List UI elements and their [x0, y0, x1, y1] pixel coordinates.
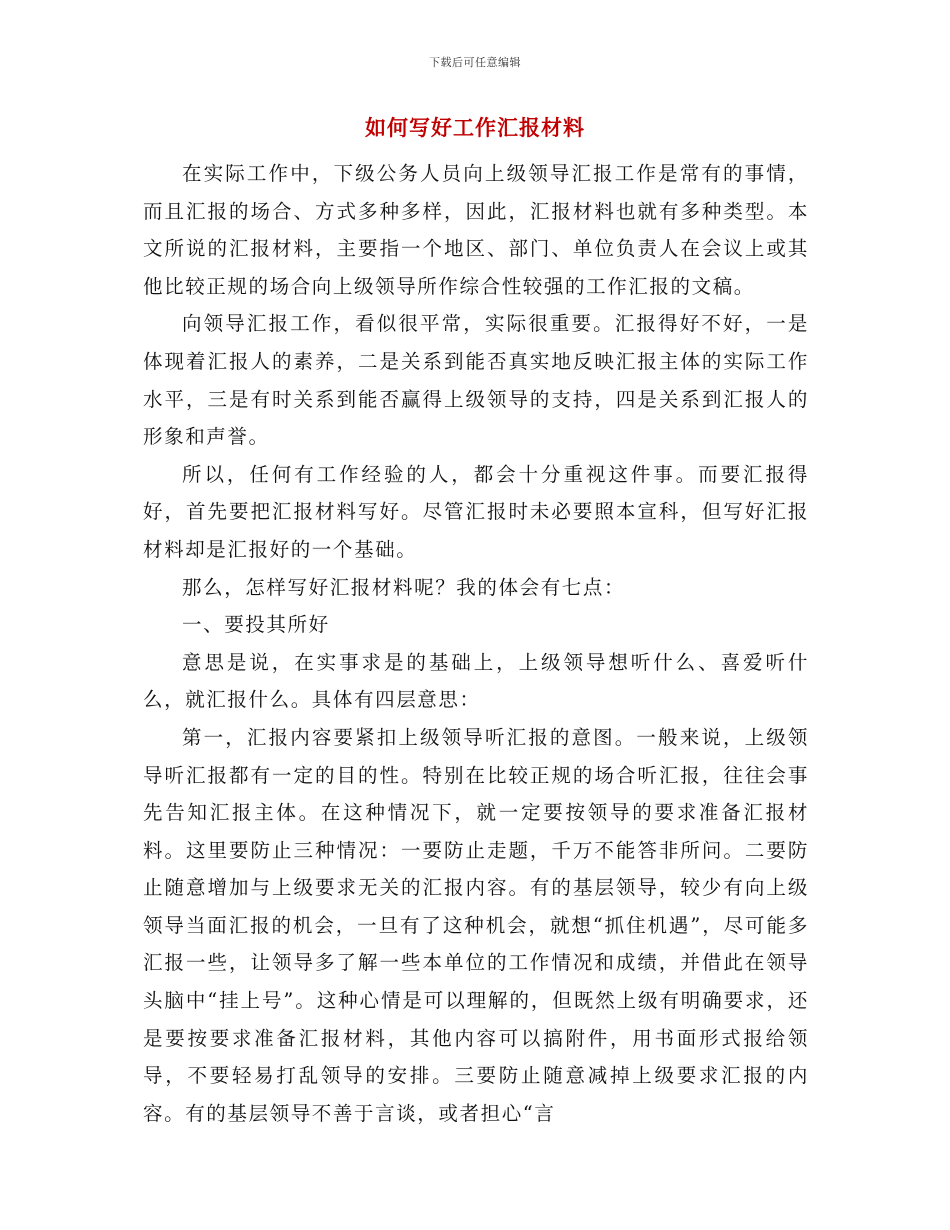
section-heading: 一、要投其所好 — [182, 613, 330, 637]
header-note: 下载后可任意编辑 — [429, 56, 521, 69]
paragraph: 意思是说，在实事求是的基础上，上级领导想听什么、喜爱听什么，就汇报什么。具体有四层意思： — [143, 650, 809, 712]
paragraph: 第一，汇报内容要紧扣上级领导听汇报的意图。一般来说，上级领导听汇报都有一定的目的性。特别在比较正规的场合听汇报，往往会事先告知汇报主体。在这种情况下，就一定要按领导的要求准备汇报材料。这里要防止三种情况：一要防止走题，千万不能答非所问。二要防止随意增加与上级要求无关的汇报内容。有的基层领导，较少有向上级领导当面汇报的机会，一旦有了这种机会，就想“抓住机遇”，尽可能多汇报一些，让领导多了解一些本单位的工作情况和成绩，并借此在领导头脑中“挂上号”。这种心情是可以理解的，但既然上级有明确要求，还是要按要求准备汇报材料，其他内容可以搞附件，用书面形式报给领导，不要轻易打乱领导的安排。三要防止随意减掉上级要求汇报的内容。有的基层领导不善于言谈，或者担心“言 — [143, 725, 809, 1125]
paragraph: 向领导汇报工作，看似很平常，实际很重要。汇报得好不好，一是体现着汇报人的素养，二是关系到能否真实地反映汇报主体的实际工作水平，三是有时关系到能否赢得上级领导的支持，四是关系到汇报人的形象和声誉。 — [143, 312, 809, 449]
paragraph: 所以，任何有工作经验的人，都会十分重视这件事。而要汇报得好，首先要把汇报材料写好。尽管汇报时未必要照本宣科，但写好汇报材料却是汇报好的一个基础。 — [143, 462, 809, 561]
paragraph: 在实际工作中，下级公务人员向上级领导汇报工作是常有的事情，而且汇报的场合、方式多种多样，因此，汇报材料也就有多种类型。本文所说的汇报材料，主要指一个地区、部门、单位负责人在会议上或其他比较正规的场合向上级领导所作综合性较强的工作汇报的文稿。 — [143, 162, 809, 298]
paragraph: 那么，怎样写好汇报材料呢？我的体会有七点： — [182, 575, 626, 599]
document-body — [143, 155, 809, 1132]
document-title: 如何写好工作汇报材料 — [365, 115, 585, 140]
